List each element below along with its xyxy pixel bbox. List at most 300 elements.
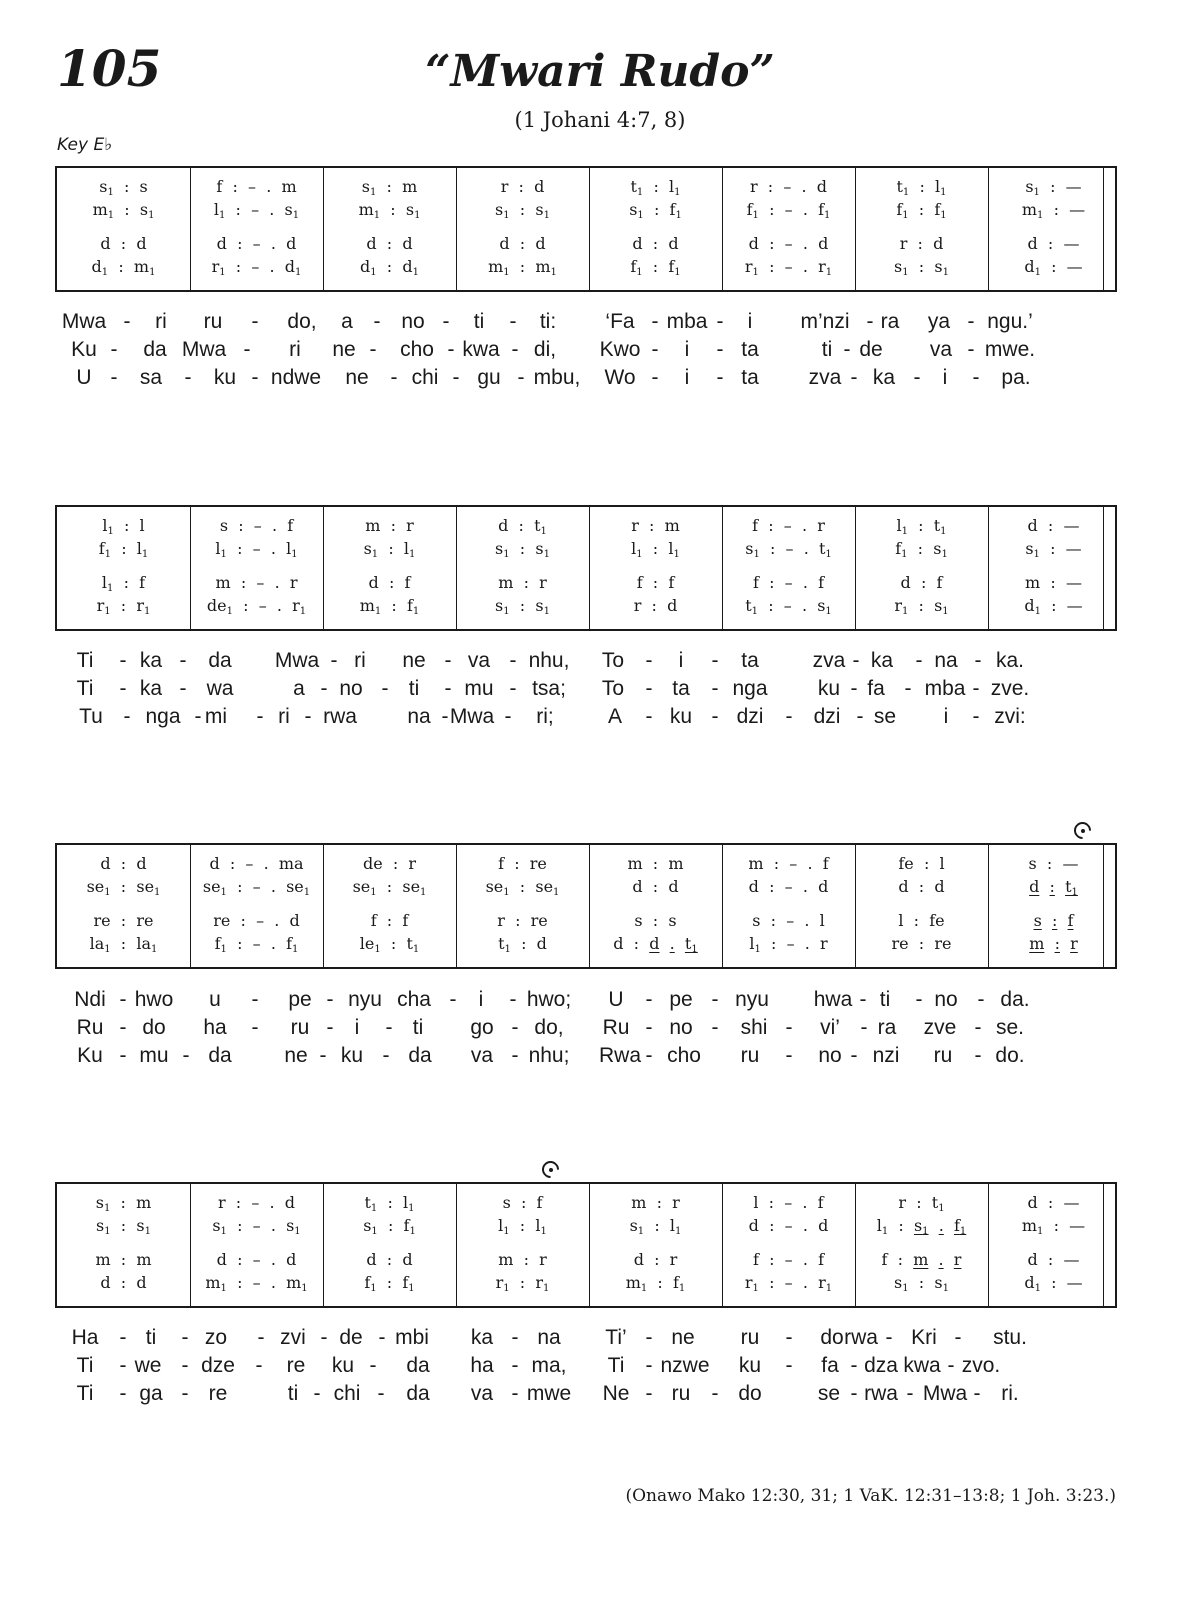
lyric-syllable: ra	[880, 310, 900, 333]
lyric-syllable: Ha	[71, 1326, 99, 1349]
solfa-cell: $d_1$ : $m_1$	[91, 257, 156, 278]
solfa-cell: r : – . d	[749, 177, 828, 196]
lyric-syllable: pe	[288, 988, 312, 1011]
solfa-cell: d : $t_1$	[1029, 877, 1078, 898]
lyric-syllable: da	[406, 1354, 430, 1377]
lyric-syllable: mu	[139, 1044, 169, 1067]
solfa-cell: d : – . d	[748, 877, 829, 896]
syllable-hyphen: -	[913, 366, 921, 389]
syllable-hyphen: -	[509, 988, 517, 1011]
lyric-syllable: zva	[808, 366, 842, 389]
lyric-syllable: sa	[139, 366, 163, 389]
solfa-cell: $r_1$ : $r_1$	[495, 1273, 550, 1294]
lyric-line	[55, 1352, 1117, 1380]
solfa-cell: s : s	[634, 911, 677, 930]
solfa-cell: $s_1$ : $s_1$	[495, 539, 550, 560]
syllable-hyphen: -	[885, 1326, 893, 1349]
lyric-syllable: Ti	[76, 677, 94, 700]
syllable-hyphen: -	[181, 1354, 189, 1377]
syllable-hyphen: -	[651, 366, 659, 389]
solfa-cell: r : – . d	[217, 1193, 296, 1212]
solfa-cell: s : f	[502, 1193, 543, 1212]
lyric-syllable: ya	[927, 310, 951, 333]
lyric-syllable: ti	[412, 1016, 424, 1039]
lyric-syllable: Wo	[604, 366, 636, 389]
lyric-syllable: do.	[995, 1044, 1025, 1067]
solfa-cell: re : – . d	[213, 911, 300, 930]
syllable-hyphen: -	[179, 649, 187, 672]
syllable-hyphen: -	[972, 705, 980, 728]
solfa-cell: m : —	[1025, 573, 1082, 592]
syllable-hyphen: -	[509, 310, 517, 333]
syllable-hyphen: -	[119, 1382, 127, 1405]
solfa-cell: $l_1$ : $t_1$	[896, 516, 947, 537]
syllable-hyphen: -	[194, 705, 202, 728]
syllable-hyphen: -	[974, 1016, 982, 1039]
solfa-cell: m : r	[498, 1250, 547, 1269]
syllable-hyphen: -	[785, 1044, 793, 1067]
syllable-hyphen: -	[119, 677, 127, 700]
syllable-hyphen: -	[843, 338, 851, 361]
syllable-hyphen: -	[850, 366, 858, 389]
solfa-cell: $f_1$ : – . $f_1$	[746, 200, 831, 221]
syllable-hyphen: -	[711, 705, 719, 728]
lyric-syllable: ku	[738, 1354, 762, 1377]
solfa-cell: $l_1$ : – . $l_1$	[215, 539, 298, 560]
lyric-syllable: gu	[477, 366, 501, 389]
solfa-cell: $s_1$ : $s_1$	[894, 257, 949, 278]
syllable-hyphen: -	[716, 366, 724, 389]
solfa-cell: r : re	[497, 911, 548, 930]
solfa-cell: d : d	[100, 234, 147, 253]
solfa-cell: r : $t_1$	[898, 1193, 945, 1214]
lyric-syllable: do,	[287, 310, 317, 333]
solfa-cell: d : d	[632, 234, 679, 253]
lyric-syllable: Ti	[76, 1354, 94, 1377]
solfa-cell: $s_1$ : m	[95, 1193, 152, 1214]
lyric-syllable: na	[407, 705, 431, 728]
syllable-hyphen: -	[645, 1354, 653, 1377]
lyric-syllable: u	[209, 988, 221, 1011]
music-system	[55, 843, 1117, 969]
lyric-syllable: ru	[740, 1326, 760, 1349]
solfa-cell: $d_1$ : —	[1024, 1273, 1083, 1294]
lyric-syllable: pe	[669, 988, 693, 1011]
lyric-syllable: cha	[397, 988, 431, 1011]
solfa-cell: $m_1$ : —	[1021, 200, 1086, 221]
syllable-hyphen: -	[954, 1326, 962, 1349]
lyric-syllable: zve	[923, 1016, 957, 1039]
solfa-cell: $t_1$ : – . $s_1$	[745, 596, 832, 617]
syllable-hyphen: -	[711, 1016, 719, 1039]
lyric-syllable: no	[818, 1044, 842, 1067]
solfa-cell: d : – . d	[216, 234, 297, 253]
syllable-hyphen: -	[785, 705, 793, 728]
syllable-hyphen: -	[320, 1326, 328, 1349]
solfa-cell: $t_1$ : d	[498, 934, 547, 955]
lyric-syllable: de	[339, 1326, 363, 1349]
lyric-syllable: ru	[290, 1016, 310, 1039]
syllable-hyphen: -	[974, 1044, 982, 1067]
syllable-hyphen: -	[645, 1044, 653, 1067]
syllable-hyphen: -	[123, 705, 131, 728]
lyric-syllable: Mwa	[274, 649, 320, 672]
lyric-syllable: ha	[470, 1354, 494, 1377]
syllable-hyphen: -	[179, 677, 187, 700]
solfa-cell: $f_1$ : $f_1$	[896, 200, 947, 221]
lyric-syllable: ti:	[539, 310, 557, 333]
lyric-syllable: cho	[400, 338, 434, 361]
music-system	[55, 505, 1117, 631]
lyric-syllable: se.	[995, 1016, 1025, 1039]
solfa-cell: m : – . r	[215, 573, 298, 592]
lyric-line	[55, 1380, 1117, 1408]
lyric-syllable: ta	[741, 338, 759, 361]
solfa-cell: f : f	[636, 573, 675, 592]
syllable-hyphen: -	[511, 1326, 519, 1349]
lyric-syllable: ku	[331, 1354, 355, 1377]
syllable-hyphen: -	[369, 1354, 377, 1377]
lyric-syllable: go	[470, 1016, 494, 1039]
solfa-cell: r : d	[500, 177, 545, 196]
syllable-hyphen: -	[850, 1354, 858, 1377]
lyric-syllable: ma,	[531, 1354, 567, 1377]
lyric-syllable: ri;	[536, 705, 554, 728]
hymn-number: 105	[57, 39, 162, 98]
lyric-syllable: nga	[145, 705, 181, 728]
syllable-hyphen: -	[444, 677, 452, 700]
solfa-cell: r : d	[633, 596, 678, 615]
lyric-syllable: Kwo	[599, 338, 641, 361]
lyric-syllable: zvi	[280, 1326, 306, 1349]
solfa-cell: $r_1$ : $s_1$	[894, 596, 949, 617]
lyric-syllable: mbi	[395, 1326, 429, 1349]
music-system	[55, 166, 1117, 292]
lyric-syllable: kwa	[462, 338, 500, 361]
scripture-reference: (1 Johani 4:7, 8)	[514, 108, 686, 132]
lyric-syllable: do	[738, 1382, 762, 1405]
syllable-hyphen: -	[904, 677, 912, 700]
lyric-syllable: hwo;	[526, 988, 572, 1011]
lyric-syllable: mba	[924, 677, 966, 700]
syllable-hyphen: -	[850, 677, 858, 700]
syllable-hyphen: -	[651, 310, 659, 333]
lyric-syllable: ne	[671, 1326, 695, 1349]
syllable-hyphen: -	[184, 366, 192, 389]
syllable-hyphen: -	[444, 649, 452, 672]
lyric-syllable: Mwa	[922, 1382, 968, 1405]
lyric-syllable: no	[669, 1016, 693, 1039]
lyric-syllable: ha	[203, 1016, 227, 1039]
solfa-cell: $d_1$ : $d_1$	[360, 257, 419, 278]
solfa-cell: d : d	[366, 1250, 413, 1269]
lyric-syllable: i	[678, 649, 684, 672]
syllable-hyphen: -	[447, 338, 455, 361]
lyric-syllable: ru	[671, 1382, 691, 1405]
syllable-hyphen: -	[645, 705, 653, 728]
syllable-hyphen: -	[511, 1016, 519, 1039]
lyric-syllable: zva	[812, 649, 846, 672]
lyric-syllable: fa	[821, 1354, 839, 1377]
lyric-syllable: Mwa	[181, 338, 227, 361]
solfa-cell: $s_1$ : —	[1025, 539, 1082, 560]
lyric-syllable: va	[470, 1044, 494, 1067]
syllable-hyphen: -	[182, 1044, 190, 1067]
solfa-cell: fe : l	[898, 854, 945, 873]
solfa-cell: d : $t_1$	[498, 516, 547, 537]
syllable-hyphen: -	[850, 1382, 858, 1405]
solfa-cell: $m_1$ : —	[1021, 1216, 1086, 1237]
syllable-hyphen: -	[243, 338, 251, 361]
lyric-syllable: da	[406, 1382, 430, 1405]
lyric-syllable: va	[467, 649, 491, 672]
lyric-syllable: dzi	[813, 705, 841, 728]
footnote: (Onawo Mako 12:30, 31; 1 VaK. 12:31–13:8; 1 Joh. 3:23.)	[625, 1486, 1116, 1506]
solfa-cell: $f_1$ : $s_1$	[895, 539, 948, 560]
lyric-syllable: Kri	[911, 1326, 937, 1349]
solfa-cell: $m_1$ : $f_1$	[625, 1273, 686, 1294]
solfa-cell: $t_1$ : $l_1$	[364, 1193, 415, 1214]
syllable-hyphen: -	[711, 677, 719, 700]
solfa-cell: d : —	[1027, 516, 1080, 535]
solfa-cell: l : – . f	[753, 1193, 824, 1212]
lyric-syllable: ru	[933, 1044, 953, 1067]
lyric-syllable: Ti	[76, 1382, 94, 1405]
solfa-cell: d : d	[100, 854, 147, 873]
lyric-syllable: ra	[877, 1016, 897, 1039]
solfa-cell: $le_1$ : $t_1$	[359, 934, 420, 955]
lyric-syllable: we	[134, 1354, 162, 1377]
lyric-syllable: chi	[333, 1382, 361, 1405]
lyric-syllable: nzwe	[660, 1354, 710, 1377]
solfa-cell: d : —	[1027, 1193, 1080, 1212]
hymn-title: “Mwari Rudo”	[425, 46, 775, 97]
lyric-syllable: ti	[473, 310, 485, 333]
lyric-syllable: ka	[139, 677, 163, 700]
lyric-syllable: ne	[332, 338, 356, 361]
lyric-line	[55, 336, 1117, 364]
solfa-cell: $r_1$ : – . $r_1$	[744, 1273, 833, 1294]
lyric-syllable: a	[341, 310, 353, 333]
lyric-syllable: Ku	[71, 338, 97, 361]
syllable-hyphen: -	[967, 310, 975, 333]
syllable-hyphen: -	[850, 1044, 858, 1067]
solfa-cell: $s_1$ : —	[1025, 177, 1082, 198]
fermata-icon	[1073, 822, 1095, 836]
syllable-hyphen: -	[382, 1044, 390, 1067]
solfa-cell: $s_1$ : $s_1$	[894, 1273, 949, 1294]
lyric-syllable: de	[859, 338, 883, 361]
lyric-syllable: a	[293, 677, 305, 700]
syllable-hyphen: -	[716, 310, 724, 333]
solfa-cell: $r_1$ : – . $d_1$	[211, 257, 302, 278]
syllable-hyphen: -	[947, 1354, 955, 1377]
lyric-syllable: ti	[408, 677, 420, 700]
lyric-syllable: ti	[821, 338, 833, 361]
solfa-cell: $s_1$ : m	[361, 177, 418, 198]
lyric-syllable: do	[820, 1326, 844, 1349]
solfa-cell: r : d	[899, 234, 944, 253]
lyric-line	[55, 986, 1117, 1014]
lyric-syllable: no	[401, 310, 425, 333]
solfa-cell: $m_1$ : $f_1$	[359, 596, 420, 617]
solfa-cell: d : r	[633, 1250, 678, 1269]
lyric-syllable: Ti’	[605, 1326, 627, 1349]
solfa-cell: d : – . d	[748, 1216, 829, 1235]
lyric-line	[55, 675, 1117, 703]
syllable-hyphen: -	[517, 366, 525, 389]
lyric-syllable: mu	[464, 677, 494, 700]
syllable-hyphen: -	[123, 310, 131, 333]
syllable-hyphen: -	[452, 366, 460, 389]
lyric-syllable: nyu	[735, 988, 769, 1011]
lyric-syllable: vi’	[820, 1016, 840, 1039]
solfa-cell: re : re	[93, 911, 154, 930]
syllable-hyphen: -	[511, 1354, 519, 1377]
music-system	[55, 1182, 1117, 1308]
syllable-hyphen: -	[381, 677, 389, 700]
solfa-cell: $se_1$ : – . $se_1$	[202, 877, 311, 898]
solfa-cell: d : – . d	[748, 234, 829, 253]
lyric-syllable: ka	[872, 366, 896, 389]
lyric-syllable: To	[601, 677, 625, 700]
lyric-syllable: ti	[145, 1326, 157, 1349]
lyric-syllable: ri	[278, 705, 290, 728]
lyric-syllable: hwa	[813, 988, 853, 1011]
lyric-syllable: do,	[534, 1016, 564, 1039]
syllable-hyphen: -	[509, 649, 517, 672]
lyric-syllable: na	[934, 649, 958, 672]
solfa-cell: $la_1$ : $la_1$	[89, 934, 158, 955]
lyric-syllable: ru	[740, 1044, 760, 1067]
syllable-hyphen: -	[369, 338, 377, 361]
solfa-cell: s : – . f	[219, 516, 294, 535]
syllable-hyphen: -	[974, 649, 982, 672]
syllable-hyphen: -	[711, 1382, 719, 1405]
lyric-syllable: wa	[206, 677, 234, 700]
solfa-cell: $l_1$ : – . $s_1$	[213, 200, 300, 221]
syllable-hyphen: -	[967, 338, 975, 361]
lyric-syllable: ku	[817, 677, 841, 700]
lyric-syllable: ne	[284, 1044, 308, 1067]
solfa-cell: $d_1$ : —	[1024, 596, 1083, 617]
syllable-hyphen: -	[251, 310, 259, 333]
solfa-cell: $l_1$ : – . r	[749, 934, 828, 955]
solfa-cell: $s_1$ : $s_1$	[495, 200, 550, 221]
lyric-syllable: kwa	[903, 1354, 941, 1377]
lyric-syllable: no	[934, 988, 958, 1011]
solfa-cell: $f_1$ : $l_1$	[98, 539, 149, 560]
lyric-syllable: Ku	[77, 1044, 103, 1067]
lyric-syllable: zve.	[990, 677, 1030, 700]
solfa-cell: d : d	[499, 234, 546, 253]
solfa-cell: f : f	[370, 911, 409, 930]
lyric-syllable: i	[478, 988, 484, 1011]
lyric-syllable: ta	[741, 366, 759, 389]
lyric-syllable: To	[601, 649, 625, 672]
syllable-hyphen: -	[645, 988, 653, 1011]
solfa-cell: s : – . l	[752, 911, 825, 930]
solfa-cell: m : r	[498, 573, 547, 592]
lyric-syllable: hwo	[134, 988, 174, 1011]
lyric-syllable: da.	[1000, 988, 1030, 1011]
solfa-cell: f : re	[498, 854, 547, 873]
lyric-syllable: zvo.	[961, 1354, 1001, 1377]
solfa-cell: f : – . f	[752, 1250, 824, 1269]
lyric-line	[55, 1324, 1117, 1352]
syllable-hyphen: -	[319, 1044, 327, 1067]
lyric-syllable: nzi	[872, 1044, 900, 1067]
lyric-syllable: ndwe	[270, 366, 322, 389]
syllable-hyphen: -	[119, 1016, 127, 1039]
solfa-cell: $d_1$ : —	[1024, 257, 1083, 278]
lyric-syllable: tsa;	[532, 677, 566, 700]
syllable-hyphen: -	[511, 1382, 519, 1405]
lyric-syllable: stu.	[993, 1326, 1027, 1349]
solfa-cell: $f_1$ : $f_1$	[364, 1273, 415, 1294]
lyric-syllable: va	[470, 1382, 494, 1405]
solfa-cell: r : m	[631, 516, 680, 535]
lyric-syllable: do	[142, 1016, 166, 1039]
syllable-hyphen: -	[320, 677, 328, 700]
solfa-cell: s : f	[1033, 911, 1074, 930]
syllable-hyphen: -	[181, 1326, 189, 1349]
lyric-syllable: da	[208, 1044, 232, 1067]
lyric-syllable: Mwa	[61, 310, 107, 333]
solfa-cell: m : r	[365, 516, 414, 535]
lyric-line	[55, 703, 1117, 731]
solfa-cell: $s_1$ : $s_1$	[495, 596, 550, 617]
syllable-hyphen: -	[915, 988, 923, 1011]
syllable-hyphen: -	[326, 988, 334, 1011]
solfa-cell: de : r	[362, 854, 417, 873]
lyric-syllable: Ti	[607, 1354, 625, 1377]
lyric-syllable: ku	[669, 705, 693, 728]
syllable-hyphen: -	[645, 1016, 653, 1039]
lyric-syllable: i	[747, 310, 753, 333]
lyric-line	[55, 1042, 1117, 1070]
lyric-syllable: se	[817, 1382, 841, 1405]
syllable-hyphen: -	[645, 677, 653, 700]
lyric-syllable: chi	[411, 366, 439, 389]
syllable-hyphen: -	[645, 1382, 653, 1405]
syllable-hyphen: -	[711, 649, 719, 672]
lyric-syllable: ri	[155, 310, 167, 333]
lyric-syllable: i	[684, 366, 690, 389]
syllable-hyphen: -	[385, 1016, 393, 1039]
syllable-hyphen: -	[256, 705, 264, 728]
solfa-cell: f : m . r	[881, 1250, 962, 1269]
lyric-syllable: va	[929, 338, 953, 361]
lyric-syllable: nhu;	[528, 1044, 570, 1067]
lyric-syllable: ka	[870, 649, 894, 672]
syllable-hyphen: -	[110, 366, 118, 389]
syllable-hyphen: -	[915, 649, 923, 672]
lyric-syllable: da	[208, 649, 232, 672]
solfa-cell: m : – . f	[748, 854, 829, 873]
lyric-syllable: ta	[741, 649, 759, 672]
syllable-hyphen: -	[859, 988, 867, 1011]
lyric-syllable: ri	[354, 649, 366, 672]
lyric-syllable: U	[76, 366, 92, 389]
solfa-cell: $l_1$ : $l_1$	[631, 539, 680, 560]
solfa-cell: $se_1$ : $se_1$	[485, 877, 560, 898]
lyric-syllable: ne	[402, 649, 426, 672]
syllable-hyphen: -	[442, 310, 450, 333]
syllable-hyphen: -	[119, 1326, 127, 1349]
lyric-syllable: cho	[667, 1044, 701, 1067]
solfa-cell: $s_1$ : $f_1$	[363, 1216, 416, 1237]
